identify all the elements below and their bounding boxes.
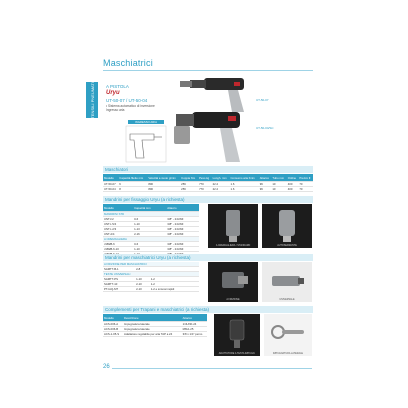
cell: UT-50-07 [103, 182, 118, 187]
cell: 10 [271, 182, 286, 187]
cell: 22.2 [212, 187, 230, 192]
maschiatori-uryu-band: Mandrini per maschiatrici Uryu (a richiesta) [103, 254, 313, 261]
header-cell: Capacità mm [133, 204, 166, 212]
cell: 2-10 [135, 287, 150, 292]
cell: UT-50-04 [103, 187, 118, 192]
photo-caption: UNIVERSALE [279, 298, 295, 301]
cell: 1-10 [133, 247, 166, 252]
photo-caption: A FRIZIONE [226, 298, 240, 301]
cell: 22.2 [212, 182, 230, 187]
header-cell: Attacco [259, 174, 272, 182]
table-header-row [103, 314, 207, 322]
model-names: UT-50-07 / UT-50-04 [106, 98, 148, 103]
cell: 3/8 x 1/4" perno [182, 332, 207, 337]
cell: 2-8 [135, 267, 150, 272]
cell: 10 [271, 187, 286, 192]
table-header-row [103, 204, 199, 212]
cell: 70 [298, 182, 313, 187]
cell: 1.6 [230, 187, 259, 192]
cell: 6 [118, 182, 147, 187]
adapter-icon [214, 314, 260, 356]
title-divider [103, 70, 313, 71]
photo-caption: IMPUGNATURA LATERALE [272, 352, 304, 355]
cell: 1.6 [230, 182, 259, 187]
page-title: Maschiatrici [103, 58, 153, 68]
header-cell: Modello [103, 204, 133, 212]
cell: ACS-006-A [103, 322, 123, 327]
header-cell: Attacco [166, 204, 199, 212]
cell: 1/4UNF-24 [182, 322, 207, 327]
cell: 1-10 [135, 277, 150, 282]
cell: UNT-I/2 [103, 217, 133, 222]
footer-divider [112, 368, 312, 369]
cell: PT-IAQ-MT [103, 287, 135, 292]
cell: ACS-006-B [103, 327, 123, 332]
tool-image-2 [166, 100, 266, 170]
photo-caption: ADATTATORE A TESTA IMPUGN. [218, 352, 256, 355]
maschiatori-uryu-table [103, 262, 199, 292]
cell: 96 [259, 182, 272, 187]
cell: Adattatore regolabile per aria TAP a 24 [123, 332, 182, 337]
header-cell: Modello [103, 314, 123, 322]
cell: 3/8" - 24UNF [166, 217, 199, 222]
cell: 3/8" - 24UNF [166, 247, 199, 252]
header-cell: Consumo aria l/min [230, 174, 259, 182]
cell: J1B2B-6 [103, 242, 133, 247]
cell: SAMTT-PS [103, 277, 135, 282]
cell: J1B2B-6-10 [103, 247, 133, 252]
header-cell: Peso kg [198, 174, 212, 182]
header-cell: Modello [103, 174, 118, 182]
cell: SAMTT-B-1 [103, 267, 135, 272]
header-cell: Attacco [182, 314, 207, 322]
header-cell: Descrizione [123, 314, 182, 322]
table-row [103, 332, 207, 337]
section-label: A PISTOLA [106, 84, 129, 89]
accessory-photo-1 [214, 314, 260, 356]
header-cell: Prezzo € [298, 174, 313, 182]
cell: 0-6 [133, 242, 166, 247]
cell: Impugnatura laterale [123, 322, 182, 327]
cell: 3/8" - 24UNF [166, 222, 199, 227]
cell: UNT-I-5/4 [103, 222, 133, 227]
cell: 770 [198, 182, 212, 187]
photo-caption: AUTOSERRANTE [277, 244, 297, 247]
header-cell: Ordine [287, 174, 299, 182]
mandrini-table [103, 204, 199, 257]
table-header-row [103, 174, 313, 182]
cell: UNT-2/4 [103, 232, 133, 237]
desc-line-2: Ingresso aria [106, 108, 125, 112]
side-handle-icon [264, 314, 312, 356]
cell: 3/8" - 24UNF [166, 227, 199, 232]
cell: 770 [198, 187, 212, 192]
header-cell: Lungh. mm [212, 174, 230, 182]
header-cell: Tubo mm [271, 174, 286, 182]
tap-holder-icon [262, 262, 312, 302]
group-label: MANDRINI STD [103, 212, 199, 217]
schema-drawing [124, 124, 168, 164]
group-label: A FRIZIONE PER MASCHIATRICI [103, 262, 199, 267]
cell: 1-2 [150, 277, 199, 282]
complementi-table [103, 314, 207, 337]
header-cell: Capacità filetto mm [118, 174, 147, 182]
side-tab-label: UTENSILI PNEUMATICI [89, 78, 95, 122]
cell: 1-13 [133, 227, 166, 232]
side-tab [86, 78, 98, 122]
chuck-icon [208, 204, 258, 248]
cell: 1-2 [150, 282, 199, 287]
accessory-photo-2 [264, 314, 312, 356]
group-label: A CREMAGLIERA [103, 237, 199, 242]
cell: 800 [147, 182, 180, 187]
cell: 0-6 [133, 217, 166, 222]
cell: 8 [118, 187, 147, 192]
schema-header: INGRESSO ARIA [128, 120, 164, 124]
cell: ACS-1-05-S [103, 332, 123, 337]
header-cell: Velocità a vuoto g/min [147, 174, 180, 182]
caption-tool-1: UT-50-07 [256, 98, 269, 102]
brand-logo: Uryu [106, 90, 120, 96]
cell: 1-10 [133, 222, 166, 227]
cell: 400 [287, 187, 299, 192]
caption-tool-2: UT-50-04/SC [256, 126, 274, 130]
photo-caption: A CREMAGLIERA / STANDARD [215, 244, 251, 247]
chuck-photo-2 [262, 204, 312, 248]
chuck-photo-1 [208, 204, 258, 248]
cell: UNT-I-2/3 [103, 227, 133, 232]
table-row [103, 187, 313, 192]
cell: 2-16 [133, 232, 166, 237]
chuck-icon [262, 204, 312, 248]
page-number: 26 [103, 364, 110, 370]
desc-line-1: • Sistema automatico di inversione [106, 104, 155, 108]
cell: 3/8" - 24UNF [166, 242, 199, 247]
cell: SAMTT-10 [103, 282, 135, 287]
header-cell: Coppia Nm [180, 174, 198, 182]
mandrini-band: Mandrini per fissaggio Uryu (a richiesta) [103, 196, 313, 203]
cell: 256 [180, 187, 198, 192]
cell: 2-10 [135, 282, 150, 287]
table-row [103, 287, 199, 292]
tap-holder-photo-2 [262, 262, 312, 302]
cell: 96 [259, 187, 272, 192]
cell: M8x1.25 [182, 327, 207, 332]
cell: 1-2 e smussi rapidi [150, 287, 199, 292]
cell: 70 [298, 187, 313, 192]
tap-holder-photo-1 [208, 262, 258, 302]
cell: Impugnatura laterale [123, 327, 182, 332]
cell: 800 [147, 187, 180, 192]
group-label: TESTE UNIVERSALI [103, 272, 199, 277]
cell: 256 [180, 182, 198, 187]
product-description [106, 104, 162, 112]
maschiatori-band: Maschiatori [103, 166, 313, 173]
tap-holder-icon [208, 262, 258, 302]
cell: 400 [287, 182, 299, 187]
cell: 3/8" - 24UNF [166, 232, 199, 237]
maschiatori-table [103, 174, 313, 192]
complementi-band: Complementi per Trapani e maschiatrici (a richiesta) [103, 306, 313, 313]
